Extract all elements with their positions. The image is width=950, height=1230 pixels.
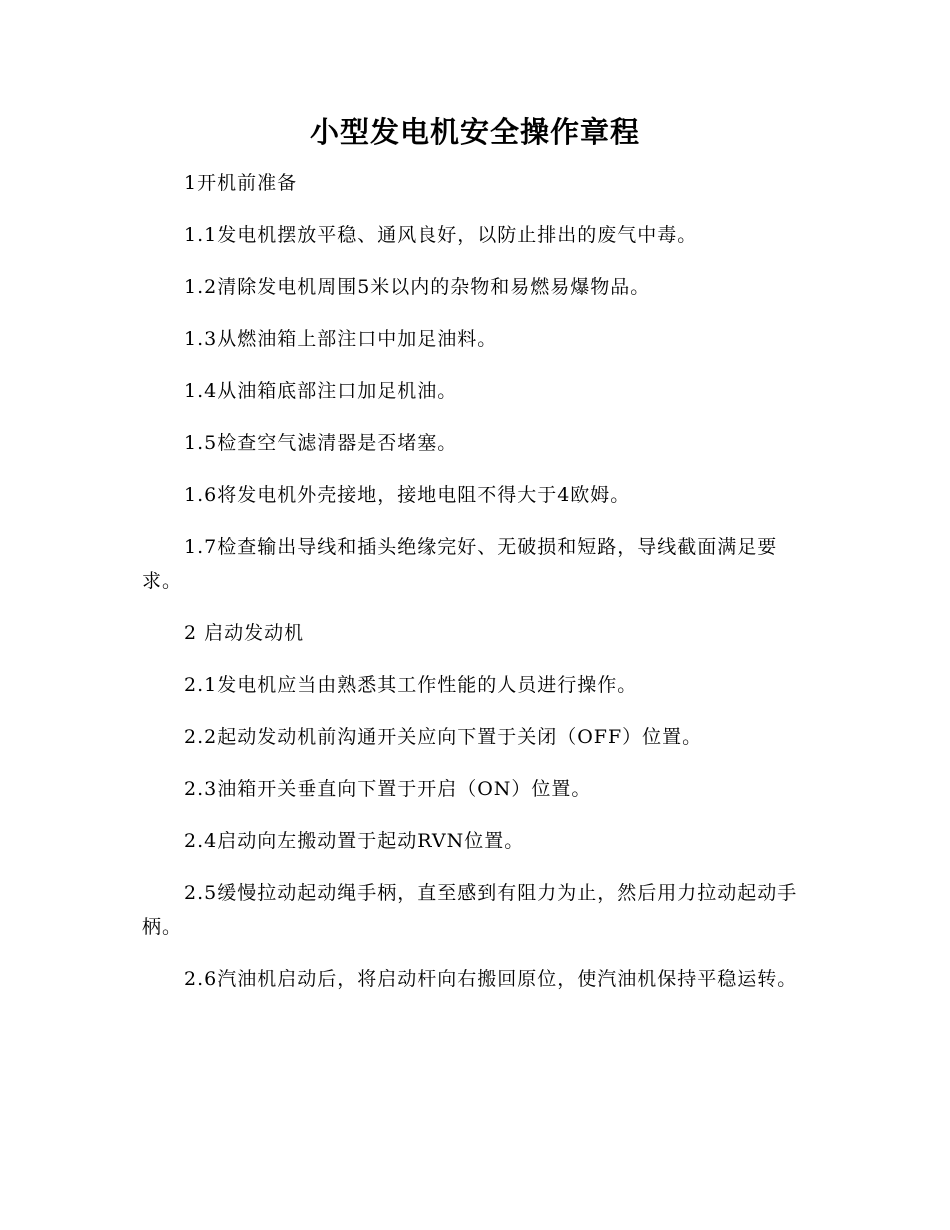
- paragraph-1-2: 1.2清除发电机周围5米以内的杂物和易燃易爆物品。: [184, 276, 651, 298]
- paragraph-1-1: 1.1发电机摆放平稳、通风良好，以防止排出的废气中毒。: [184, 224, 698, 246]
- paragraph-1-4: 1.4从油箱底部注口加足机油。: [184, 380, 458, 402]
- section-heading-1: 1开机前准备: [184, 172, 298, 194]
- paragraph-2-6: 2.6汽油机启动后，将启动杆向右搬回原位，使汽油机保持平稳运转。: [184, 968, 798, 990]
- document-title: 小型发电机安全操作章程: [309, 115, 640, 149]
- document-body: [142, 166, 810, 1014]
- paragraph-1-5: 1.5检查空气滤清器是否堵塞。: [184, 432, 458, 454]
- paragraph-1-6: 1.6将发电机外壳接地，接地电阻不得大于4欧姆。: [184, 484, 631, 506]
- paragraph-2-5: 2.5缓慢拉动起动绳手柄，直至感到有阻力为止，然后用力拉动起动手柄。: [142, 882, 798, 938]
- section-heading-2: 2 启动发动机: [184, 622, 305, 644]
- paragraph-2-2: 2.2起动发动机前沟通开关应向下置于关闭（OFF）位置。: [184, 726, 703, 748]
- paragraph-2-4: 2.4启动向左搬动置于起动RVN位置。: [184, 830, 525, 852]
- paragraph-1-7: 1.7检查输出导线和插头绝缘完好、无破损和短路，导线截面满足要求。: [142, 536, 778, 592]
- paragraph-2-1: 2.1发电机应当由熟悉其工作性能的人员进行操作。: [184, 674, 638, 696]
- paragraph-2-3: 2.3油箱开关垂直向下置于开启（ON）位置。: [184, 778, 592, 800]
- paragraph-1-3: 1.3从燃油箱上部注口中加足油料。: [184, 328, 498, 350]
